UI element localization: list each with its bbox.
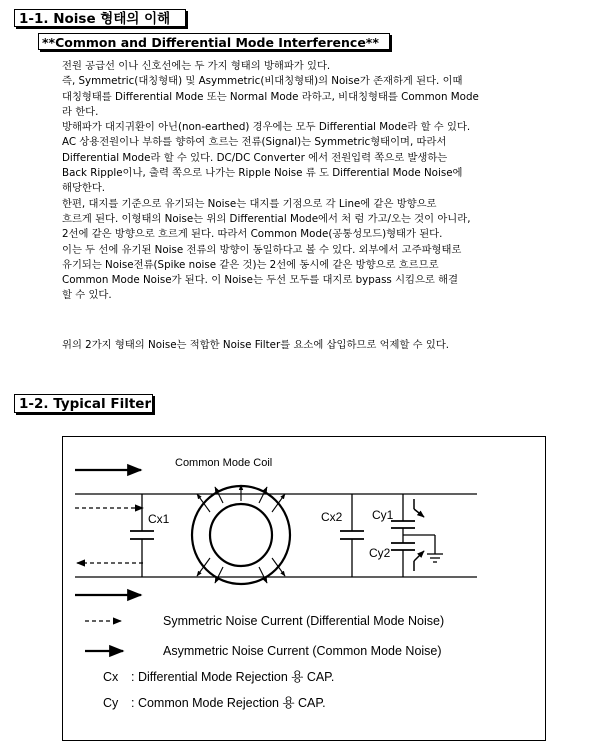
body-line: AC 상용전원이나 부하를 향하여 흐르는 전류(Signal)는 Symmetric형태이며, 따라서 — [62, 136, 447, 149]
section-1-2-heading: 1-2. Typical Filter — [14, 394, 153, 413]
cx-key: Cx — [103, 670, 119, 684]
body-line: Back Ripple이나, 출력 쪽으로 나가는 Ripple Noise 류 도 Differential Mode Noise에 — [62, 167, 463, 180]
cy1-label: Cy1 — [372, 508, 394, 522]
section-1-1-heading: 1-1. Noise 형태의 이해 — [14, 9, 186, 27]
body-line: 유기되는 Noise전류(Spike noise 같은 것)는 2선에 동시에 같은 방향으로 흐르므로 — [62, 258, 439, 271]
cx1-label: Cx1 — [148, 512, 170, 526]
coil-label: Common Mode Coil — [175, 457, 273, 469]
cx2-capacitor — [340, 494, 364, 577]
body-line: Common Mode Noise가 된다. 이 Noise는 두선 모두를 대지로 bypass 시킴으로 해결 — [62, 274, 459, 287]
body-line: Differential Mode라 할 수 있다. DC/DC Converter 에서 전원입력 쪽으로 발생하는 — [62, 151, 448, 164]
cy-capacitors — [391, 494, 443, 577]
cx1-capacitor — [130, 494, 154, 577]
cy-description: : Common Mode Rejection 용 CAP. — [131, 696, 326, 710]
body-line: 전원 공급선 이나 신호선에는 두 가지 형태의 방해파가 있다. — [62, 60, 331, 72]
filter-schematic — [63, 437, 547, 742]
typical-filter-diagram — [62, 436, 546, 741]
body-line: 할 수 있다. — [62, 289, 112, 302]
body-line: 라 한다. — [62, 105, 99, 118]
cy2-label: Cy2 — [369, 546, 391, 560]
cx-description: : Differential Mode Rejection 용 CAP. — [131, 670, 335, 684]
body-line: 대칭형태를 Differential Mode 또는 Normal Mode 라하고, 비대칭형태를 Common Mode — [62, 90, 479, 103]
body-line: 즉, Symmetric(대칭형태) 및 Asymmetric(비대칭형태)의 Noise가 존재하게 된다. 이때 — [62, 75, 463, 88]
body-line: 흐르게 된다. 이형태의 Noise는 위의 Differential Mode에서 처 럼 가고/오는 것이 아니라, — [62, 212, 471, 225]
legend-solid-text: Asymmetric Noise Current (Common Mode Noise) — [163, 644, 442, 658]
cx2-label: Cx2 — [321, 510, 343, 524]
section-1-1-body — [62, 59, 587, 304]
common-mode-coil — [192, 485, 290, 584]
body-line: 한편, 대지를 기준으로 유기되는 Noise는 대지를 기점으로 각 Line에 같은 방향으로 — [62, 197, 437, 210]
body-line: 이는 두 선에 유기된 Noise 전류의 방향이 동일하다고 볼 수 있다. 외부에서 고주파형태로 — [62, 243, 462, 256]
legend-dashed-text: Symmetric Noise Current (Differential Mode Noise) — [163, 614, 445, 628]
body-line: 해당한다. — [62, 182, 106, 195]
section-1-1-subheading: **Common and Differential Mode Interference** — [38, 33, 390, 50]
summary-line: 위의 2가지 형태의 Noise는 적합한 Noise Filter를 요소에 삽입하므로 억제할 수 있다. — [62, 339, 450, 351]
cy-key: Cy — [103, 696, 119, 710]
body-line: 방해파가 대지귀환이 아닌(non-earthed) 경우에는 모두 Differential Mode라 할 수 있다. — [62, 121, 471, 134]
body-line: 2선에 같은 방향으로 흐르게 된다. 따라서 Common Mode(공통성모드)형태가 된다. — [62, 228, 443, 241]
